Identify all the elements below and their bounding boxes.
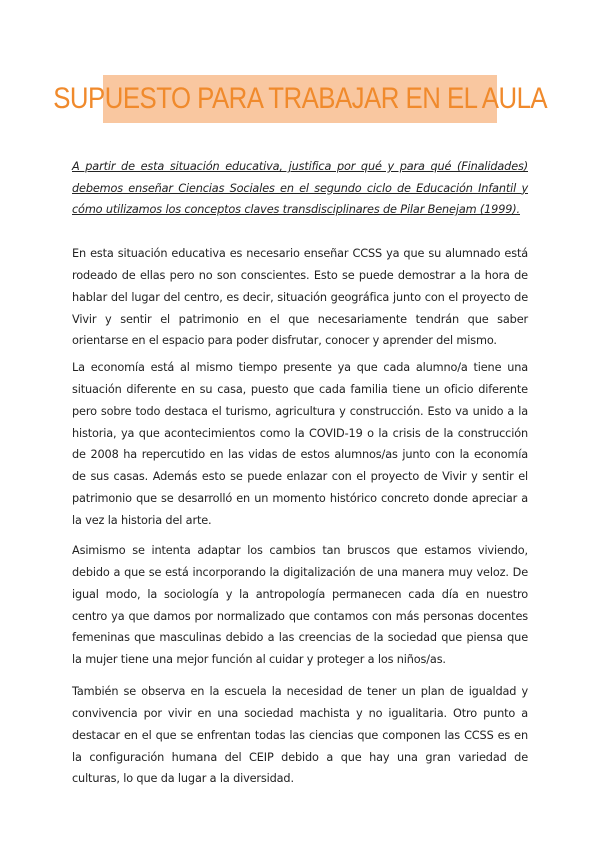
paragraph: También se observa en la escuela la necesidad de tener un plan de igualdad y convivencia por vivir en una sociedad machista y no igualitaria. Otro punto a destacar en el que se enfrentan todas las ciencias que componen las CCSS es en la configuración humana del CEIP debido a que hay una gran variedad de culturas, lo que da lugar a la diversidad. [72,685,528,786]
assignment-prompt: A partir de esta situación educativa, justifica por qué y para qué (Finalidades) debemos enseñar Ciencias Sociales en el segundo ciclo de Educación Infantil y cómo utilizamos los conceptos claves transdisciplinares de Pilar Benejam (1999). [72,160,528,216]
paragraph: En esta situación educativa es necesario enseñar CCSS ya que su alumnado está rodeado de ellas pero no son conscientes. Esto se puede demostrar a la hora de hablar del lugar del centro, es decir, situación geográfica junto con el proyecto de Vivir y sentir el patrimonio en el que necesariamente tendrán que saber orientarse en el espacio para poder disfrutar, conocer y aprender del mismo. [72,247,528,348]
page-title: SUPUESTO PARA TRABAJAR EN EL AULA [53,82,547,115]
paragraph: Asimismo se intenta adaptar los cambios tan bruscos que estamos viviendo, debido a que se está incorporando la digitalización de una manera muy veloz. De igual modo, la sociología y la antropología permanecen cada día en nuestro centro ya que damos por normalizado que contamos con más personas docentes femeninas que masculinas debido a las creencias de la sociedad que piensa que la mujer tiene una mejor función al cuidar y proteger a los niños/as. [72,544,528,667]
paragraph: La economía está al mismo tiempo presente ya que cada alumno/a tiene una situación diferente en su casa, puesto que cada familia tiene un oficio diferente pero sobre todo destaca el turismo, agricultura y construcción. Esto va unido a la historia, ya que acontecimientos como la COVID-19 o la crisis de la construcción de 2008 ha repercutido en las vidas de estos alumnos/as junto con la economía de sus casas. Además esto se puede enlazar con el proyecto de Vivir y sentir el patrimonio que se desarrolló en un momento histórico concreto donde apreciar a la vez la historia del arte. [72,361,528,527]
title-banner [53,75,547,123]
